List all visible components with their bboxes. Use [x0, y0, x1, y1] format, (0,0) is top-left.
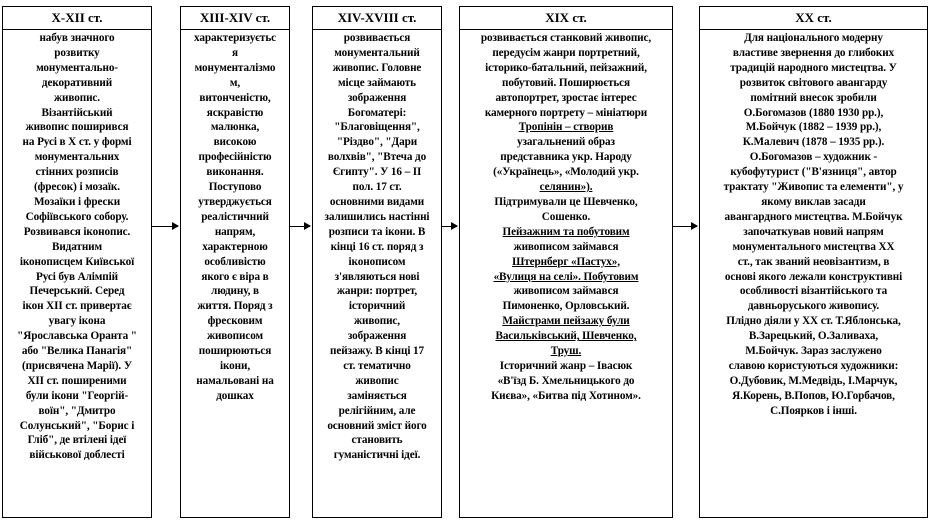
column-text-line: основі якого лежали конструктивні [724, 270, 903, 283]
column-text-line: Для національного модерну [744, 32, 883, 44]
column-text-line: монументальний [334, 46, 420, 59]
column-text-line: ст. тематично [343, 359, 411, 372]
column-text-line: живописом займався [513, 240, 619, 253]
column-text-line: зображення [347, 91, 407, 104]
column-text-line: особливості візантійського та [739, 285, 888, 298]
column-text-line: монументальних [34, 151, 120, 164]
column-text-line: м, [229, 76, 241, 89]
column-text-line: живопис. [54, 91, 100, 104]
column-text-line: іконописцем Київської [19, 255, 135, 268]
column-text-line: Васильківський, Шевченко, [495, 330, 637, 343]
flow-arrow [152, 226, 178, 227]
period-column-xix [459, 6, 673, 518]
column-title: XIII-XIV ст. [181, 7, 289, 30]
column-text-line: Єгипту". У 16 – II [332, 166, 422, 179]
column-text-line: я [232, 46, 238, 59]
column-text-line: живопис. Головне [332, 61, 422, 74]
column-text-line: реалістичний [201, 210, 269, 223]
column-text-line: кубофутурист ("В'язниця", автор [730, 166, 897, 179]
column-text-line: життя. Поряд з [197, 300, 273, 313]
column-text-line: С.Поярков і інші. [770, 404, 857, 417]
column-text-line: славою користуються художники: [728, 359, 899, 372]
column-text-line: Майстрами пейзажу були [502, 315, 630, 328]
column-text-line: розвивається станковий живопис, [480, 32, 652, 44]
column-text-line: або "Велика Панагія" [21, 345, 133, 358]
column-text-line: розписи та ікони. В [328, 225, 426, 238]
column-text-line: яскравістю [206, 106, 264, 119]
column-text-line: місце займають [338, 76, 416, 89]
column-text-line: Труш. [550, 345, 582, 358]
column-text-line: ікон XII ст. привертає [22, 300, 132, 313]
column-text [700, 30, 927, 420]
column-text-line: Гліб", де втілені ідеї [27, 434, 127, 447]
column-text-line: живописом займався [513, 285, 619, 298]
column-text-line: пейзажу. В кінці 17 [329, 345, 425, 358]
column-text-line: авангардного мистецтва. М.Бойчук [724, 210, 903, 223]
column-text-line: Софіївського собору. [25, 210, 129, 223]
column-text-line: О.Богомазов (1880 1930 рр.), [743, 106, 884, 119]
column-text-line: набув значного [39, 32, 115, 44]
column-text-line: історико-батальний, пейзажний, [485, 61, 647, 74]
column-text-line: високою [213, 136, 257, 149]
column-text-line: кінці 16 ст. поряд з [330, 240, 424, 253]
column-text-line: М.Бойчук. Зараз заслужено [745, 345, 882, 358]
column-text-line: залишились настінні [324, 210, 430, 223]
column-text-line: декоративний [41, 76, 113, 89]
column-text-line: малюнка, [210, 121, 260, 134]
column-text-line: XII ст. поширеними [27, 374, 127, 387]
column-text-line: представника укр. Народу [500, 151, 632, 164]
column-text-line: ікони, [219, 359, 251, 372]
column-text-line: О.Дубовик, М.Медвідь, І.Марчук, [729, 374, 898, 387]
column-text-line: монументалізмо [194, 61, 276, 74]
flow-arrow [290, 226, 310, 227]
column-text [3, 30, 151, 464]
column-text-line: волхвів", "Втеча до [327, 151, 427, 164]
column-text-line: стінних розписів [35, 166, 119, 179]
column-text-line: Розвивався іконопис. [23, 225, 131, 238]
column-title: X-XII ст. [3, 7, 151, 30]
column-text-line: виконання. [206, 166, 264, 179]
column-text-line: дошках [216, 389, 254, 402]
column-text-line: зображення [347, 330, 407, 343]
period-column-x-xii [2, 6, 152, 518]
column-text-line: «В'їзд Б. Хмельницького до [497, 374, 635, 387]
column-text-line: передусім жанри портретний, [492, 46, 640, 59]
column-text-line: живописом [206, 330, 264, 343]
column-text-line: помітний внесок зробили [750, 91, 877, 104]
column-title: XIV-XVIII ст. [313, 7, 441, 30]
flow-arrow [442, 226, 457, 227]
column-title: XIX ст. [460, 7, 672, 30]
column-text-line: «Вулиця на селі». Побутовим [493, 270, 639, 283]
column-text-line: О.Богомазов – художник - [749, 151, 878, 164]
column-text-line: поширюються [198, 345, 272, 358]
column-text-line: воїн", "Дмитро [38, 404, 116, 417]
column-text-line: жанри: портрет, [336, 285, 418, 298]
column-text [181, 30, 289, 405]
column-text-line: релігійним, але [338, 404, 416, 417]
column-text-line: започаткував новий напрям [743, 225, 884, 238]
column-text-line: з'являються нові [334, 270, 420, 283]
column-text-line: М.Бойчук (1882 – 1939 рр.), [745, 121, 882, 134]
column-text-line: Тропінін – створив [518, 121, 614, 134]
column-text-line: давньоруського живопису. [747, 300, 880, 313]
column-text-line: витонченістю, [199, 91, 271, 104]
column-text-line: "Ярославська Оранта " [17, 330, 137, 343]
column-text-line: Пейзажним та побутовим [502, 225, 630, 238]
period-column-xiii-xiv [180, 6, 290, 518]
column-text-line: пол. 17 ст. [352, 181, 402, 194]
column-text-line: Сошенко. [541, 210, 591, 223]
column-text-line: камерного портрету – мініатюри [484, 106, 648, 119]
column-text-line: історичний [348, 300, 406, 313]
column-text-line: "Благовіщення", [334, 121, 420, 134]
column-text-line: Плідно діяли у XX ст. Т.Яблонська, [726, 315, 901, 328]
column-text-line: побутовий. Поширюється [501, 76, 630, 89]
column-text-line: професійністю [198, 151, 272, 164]
column-text-line: характеризуєтьс [194, 32, 276, 44]
column-text-line: («Українець», «Молодий укр. [493, 166, 639, 179]
column-text-line: військової доблесті [29, 449, 125, 462]
column-text-line: ст., так званий неовізантизм, в [737, 255, 890, 268]
column-text-line: розвитку [54, 46, 100, 59]
column-text-line: розвиток світового авангарду [739, 76, 888, 89]
column-text-line: живопис поширився [25, 121, 129, 134]
column-text-line: Підтримували це Шевченко, [494, 195, 638, 208]
column-title: XX ст. [700, 7, 927, 30]
column-text-line: характерною [202, 240, 268, 253]
column-text-line: трактату "Живопис та елементи", у [723, 181, 904, 194]
column-text-line: Історичний жанр – Івасюк [499, 359, 633, 372]
column-text-line: живопис, [354, 315, 400, 328]
column-text-line: Штернберг «Пастух», [512, 255, 620, 268]
column-text-line: особливістю [204, 255, 266, 268]
column-text-line: іконописом [348, 255, 406, 268]
column-text-line: Русі був Алімпій [35, 270, 119, 283]
column-text-line: гуманістичні ідеї. [333, 449, 421, 462]
column-text-line: традицій народного мистецтва. У [730, 61, 897, 74]
column-text-line: основними видами [329, 195, 425, 208]
column-text-line: В.Зарецький, О.Заливаха, [748, 330, 879, 343]
column-text-line: утверджується [198, 195, 272, 208]
column-text-line: заміняється [347, 389, 407, 402]
column-text-line: були ікони "Георгій- [25, 389, 129, 402]
column-text-line: Я.Корень, В.Попов, Ю.Горбачов, [732, 389, 895, 402]
column-text-line: Богоматері: [347, 106, 407, 119]
column-text [313, 30, 441, 464]
flow-arrow [673, 226, 697, 227]
column-text-line: становить [351, 434, 403, 447]
column-text-line: селянин»). [539, 181, 593, 194]
column-text-line: Києва», «Битва під Хотином». [491, 389, 641, 402]
column-text-line: намальовані на [196, 374, 274, 387]
column-text-line: Візантійський [41, 106, 113, 119]
column-text-line: узагальнений образ [517, 136, 615, 149]
column-text-line: увагу ікона [48, 315, 106, 328]
column-text-line: фресковим [207, 315, 263, 328]
column-text-line: Поступово [208, 181, 262, 194]
column-text-line: "Різдво", "Дари [336, 136, 418, 149]
column-text-line: властиве звернення до глибоких [732, 46, 895, 59]
column-text-line: (присвячена Марії). У [22, 359, 132, 372]
column-text-line: людину, в [211, 285, 259, 298]
column-text-line: живопис [355, 374, 399, 387]
column-text-line: Печерський. Серед [29, 285, 125, 298]
period-column-xx [699, 6, 928, 518]
column-text [460, 30, 672, 405]
column-text-line: (фресок) і мозаїк. [34, 181, 120, 194]
column-text-line: монументально- [36, 61, 118, 74]
column-text-line: монументального мистецтва XX [732, 240, 895, 253]
column-text-line: Мозаїки і фрески [33, 195, 121, 208]
column-text-line: якому виклав засади [761, 195, 866, 208]
column-text-line: Пимоненко, Орловський. [502, 300, 630, 313]
column-text-line: напрям, [214, 225, 256, 238]
column-text-line: на Русі в X ст. у формі [22, 136, 132, 149]
column-text-line: якого є віра в [201, 270, 269, 283]
column-text-line: розвивається [343, 32, 411, 44]
column-text-line: автопортрет, зростає інтерес [495, 91, 637, 104]
column-text-line: основний зміст його [327, 419, 427, 432]
column-text-line: К.Малевич (1878 – 1935 рр.). [742, 136, 885, 149]
column-text-line: Видатним [51, 240, 103, 253]
period-column-xiv-xviii [312, 6, 442, 518]
column-text-line: Солунський", "Борис і [19, 419, 135, 432]
